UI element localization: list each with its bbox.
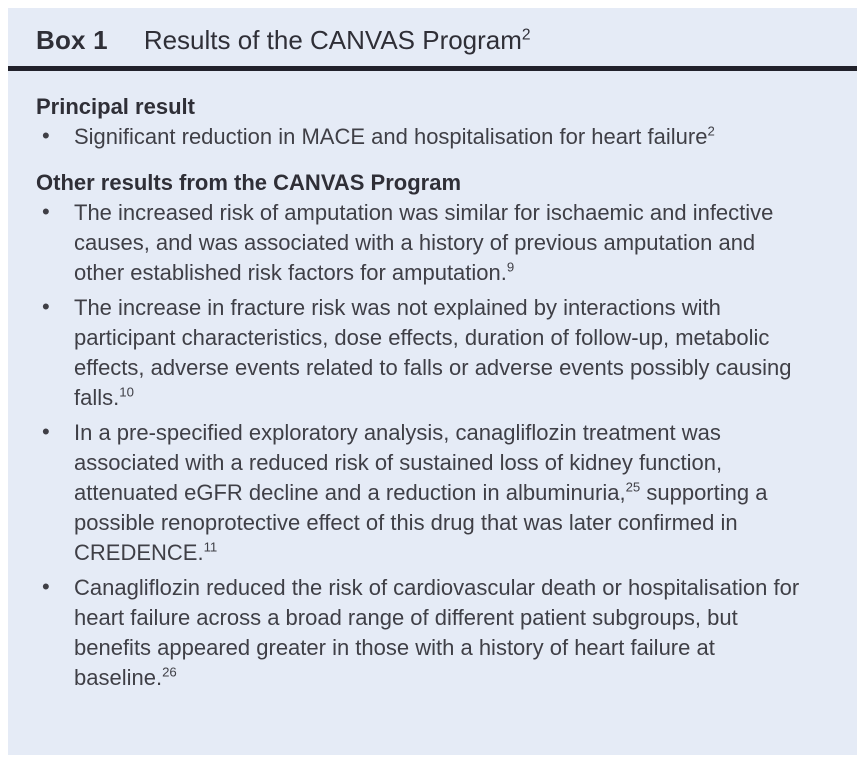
box-title-citation-ref: 2 (521, 26, 531, 44)
citation-ref: 10 (119, 384, 134, 400)
bullet-item (36, 122, 809, 152)
bullet-text (74, 200, 773, 285)
bullet-dot: • (42, 123, 50, 148)
bullet-dot: • (42, 574, 50, 599)
bullet-list (36, 198, 809, 693)
box-number-label: Box 1 (36, 25, 108, 55)
box-title (144, 23, 531, 57)
text-segment: The increase in fracture risk was not explained by interactions with participant characteristics, dose effects, duration of follow-up, metabolic effects, adverse events related to falls or adverse events possibly causing falls. (74, 295, 792, 410)
box-title-text: Results of the CANVAS Program (143, 25, 522, 55)
bullet-item (36, 293, 809, 413)
citation-ref: 26 (162, 664, 177, 680)
text-segment: Significant reduction in MACE and hospitalisation for heart failure (74, 124, 708, 149)
text-segment: In a pre-specified exploratory analysis, canagliflozin treatment was associated with a reduced risk of sustained loss of kidney function, attenuated eGFR decline and a reduction in albuminuria, (74, 420, 723, 505)
citation-ref: 25 (625, 479, 641, 495)
bullet-dot: • (42, 419, 50, 444)
bullet-text (74, 295, 791, 410)
citation-ref: 11 (203, 539, 218, 555)
bullet-dot: • (42, 199, 50, 224)
bullet-item (36, 418, 809, 568)
bullet-item (36, 198, 809, 288)
text-segment: supporting a possible renoprotective effect of this drug that was later confirmed in CREDENCE. (74, 480, 768, 565)
section-heading: Principal result (36, 94, 195, 119)
text-segment: The increased risk of amputation was similar for ischaemic and infective causes, and was associated with a history of previous amputation and other established risk factors for amputation. (74, 200, 774, 285)
section-heading: Other results from the CANVAS Program (36, 170, 462, 195)
citation-ref: 9 (506, 259, 515, 275)
bullet-item (36, 573, 809, 693)
bullet-list (36, 122, 809, 152)
citation-ref: 2 (707, 123, 715, 139)
text-segment: Canagliflozin reduced the risk of cardiovascular death or hospitalisation for heart failure across a broad range of different patient subgroups, but benefits appeared greater in those with a history of heart failure at baseline. (74, 575, 800, 690)
bullet-text (74, 124, 715, 149)
bullet-text (74, 420, 767, 565)
bullet-text (74, 575, 799, 690)
box-header (8, 8, 857, 66)
bullet-dot: • (42, 294, 50, 319)
box1-panel (8, 8, 857, 755)
box-body (8, 71, 857, 693)
